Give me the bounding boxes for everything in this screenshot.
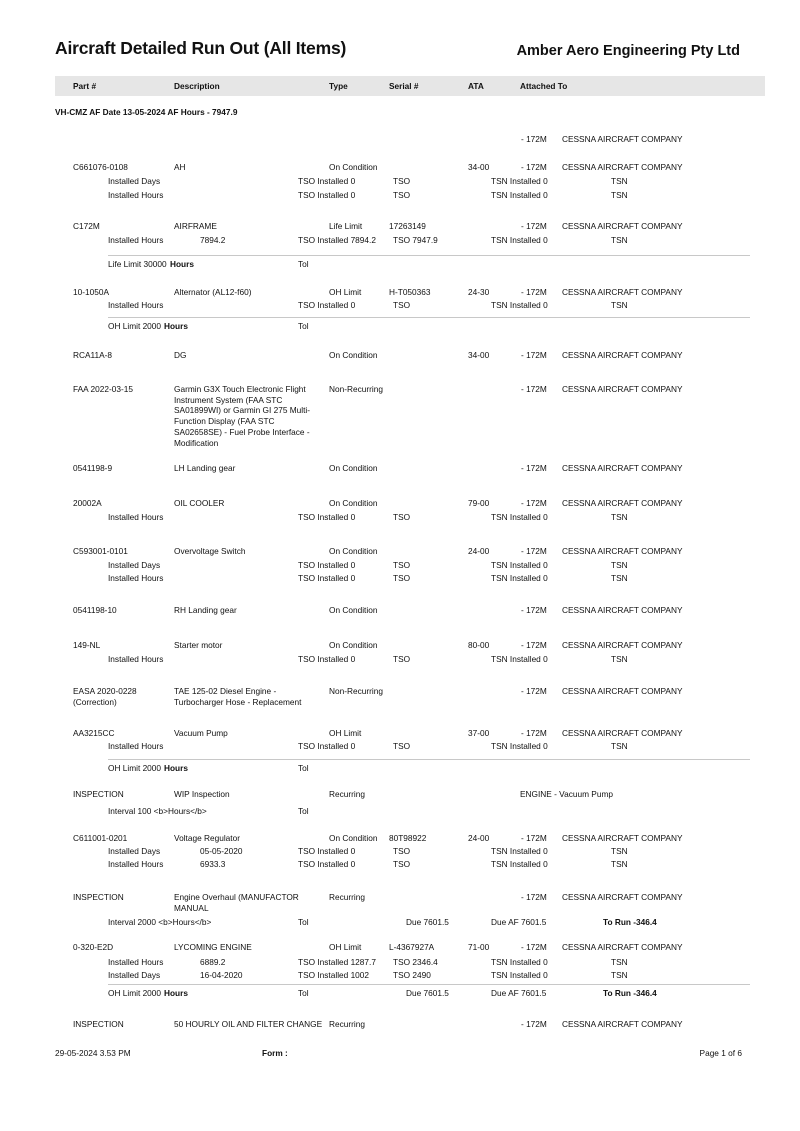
attached-to: CESSNA AIRCRAFT COMPANY [562, 833, 683, 843]
aircraft-model: - 172M [521, 728, 547, 738]
aircraft-model: - 172M [521, 134, 547, 144]
part-number: INSPECTION [73, 1019, 124, 1029]
ata-code: 37-00 [468, 728, 490, 738]
to-run-value: To Run -346.4 [603, 988, 657, 998]
page-number: Page 1 of 6 [699, 1048, 742, 1058]
tsn-installed: TSN Installed 0 [491, 176, 548, 186]
ata-code: 71-00 [468, 942, 490, 952]
limit-divider [108, 984, 750, 985]
aircraft-model: - 172M [521, 833, 547, 843]
tsn-value: TSN [611, 654, 628, 664]
attached-to: CESSNA AIRCRAFT COMPANY [562, 384, 683, 394]
part-number: RCA11A-8 [73, 350, 113, 360]
attached-to: CESSNA AIRCRAFT COMPANY [562, 221, 683, 231]
item-type: Recurring [329, 1019, 365, 1029]
tsn-installed: TSN Installed 0 [491, 560, 548, 570]
limit-divider [108, 759, 750, 760]
form-label: Form : [262, 1048, 288, 1058]
due-value: Due 7601.5 [406, 988, 449, 998]
part-number: C172M [73, 221, 100, 231]
to-run-value: To Run -346.4 [603, 917, 657, 927]
ata-code: 24-00 [468, 833, 490, 843]
item-description: AIRFRAME [174, 221, 217, 231]
tsn-value: TSN [611, 573, 628, 583]
attached-to: CESSNA AIRCRAFT COMPANY [562, 605, 683, 615]
tsn-value: TSN [611, 176, 628, 186]
tolerance-label: Tol [298, 763, 309, 773]
installed-label: Installed Hours [108, 957, 164, 967]
tso-value: TSO [393, 859, 411, 869]
installed-label: Installed Hours [108, 573, 164, 583]
item-description: Garmin G3X Touch Electronic Flight Instrument System (FAA STC SA01899WI) or Garmin GI 275 Multi-Function Display (FAA STC SA02658SE) - Fuel Probe Interface - Modification [174, 384, 311, 448]
part-number: 0-320-E2D [73, 942, 114, 952]
item-description: WIP Inspection [174, 789, 230, 799]
installed-value: 7894.2 [200, 235, 226, 245]
aircraft-model: - 172M [521, 350, 547, 360]
item-description: OIL COOLER [174, 498, 225, 508]
limit-text: OH Limit 2000 [108, 321, 162, 331]
tsn-installed: TSN Installed 0 [491, 970, 548, 980]
part-number: AA3215CC [73, 728, 115, 738]
item-type: On Condition [329, 498, 378, 508]
part-number: C611001-0201 [73, 833, 128, 843]
part-number: INSPECTION [73, 892, 124, 902]
tsn-value: TSN [611, 560, 628, 570]
installed-value: 05-05-2020 [200, 846, 243, 856]
tso-value: TSO 7947.9 [393, 235, 438, 245]
column-header-serial: Serial # [389, 81, 419, 91]
due-af-value: Due AF 7601.5 [491, 917, 547, 927]
tso-installed: TSO Installed 7894.2 [298, 235, 376, 245]
ata-code: 79-00 [468, 498, 490, 508]
aircraft-model: - 172M [521, 287, 547, 297]
tso-installed: TSO Installed 0 [298, 741, 356, 751]
aircraft-summary-line: VH-CMZ AF Date 13-05-2024 AF Hours - 7947.9 [55, 107, 238, 117]
item-type: OH Limit [329, 728, 362, 738]
installed-label: Installed Hours [108, 741, 164, 751]
installed-label: Installed Days [108, 846, 161, 856]
aircraft-model: - 172M [521, 463, 547, 473]
item-type: Recurring [329, 892, 365, 902]
item-type: On Condition [329, 162, 378, 172]
attached-to: CESSNA AIRCRAFT COMPANY [562, 134, 683, 144]
serial-number: 17263149 [389, 221, 426, 231]
tso-value: TSO [393, 654, 411, 664]
tsn-installed: TSN Installed 0 [491, 300, 548, 310]
tso-value: TSO [393, 190, 411, 200]
tso-value: TSO [393, 573, 411, 583]
tsn-value: TSN [611, 846, 628, 856]
tso-value: TSO 2490 [393, 970, 431, 980]
tsn-value: TSN [611, 957, 628, 967]
item-type: OH Limit [329, 287, 362, 297]
aircraft-model: - 172M [521, 640, 547, 650]
item-description: Vacuum Pump [174, 728, 228, 738]
tsn-value: TSN [611, 300, 628, 310]
company-name: Amber Aero Engineering Pty Ltd [516, 43, 740, 59]
ata-code: 24-30 [468, 287, 490, 297]
tsn-value: TSN [611, 970, 628, 980]
tsn-installed: TSN Installed 0 [491, 235, 548, 245]
tsn-installed: TSN Installed 0 [491, 859, 548, 869]
tsn-value: TSN [611, 859, 628, 869]
tso-installed: TSO Installed 0 [298, 654, 356, 664]
attached-to: CESSNA AIRCRAFT COMPANY [562, 728, 683, 738]
item-type: On Condition [329, 350, 378, 360]
tso-value: TSO [393, 300, 411, 310]
tolerance-label: Tol [298, 259, 309, 269]
part-number: EASA 2020-0228 (Correction) [73, 686, 137, 707]
ata-code: 34-00 [468, 162, 490, 172]
aircraft-model: - 172M [521, 686, 547, 696]
item-description: TAE 125-02 Diesel Engine - Turbocharger Hose - Replacement [174, 686, 302, 707]
limit-text: Interval 100 <b>Hours</b> [108, 806, 207, 816]
tso-installed: TSO Installed 0 [298, 560, 356, 570]
serial-number: 80T98922 [389, 833, 427, 843]
part-number: 10-1050A [73, 287, 109, 297]
attached-to: CESSNA AIRCRAFT COMPANY [562, 640, 683, 650]
item-description: 50 HOURLY OIL AND FILTER CHANGE [174, 1019, 323, 1029]
installed-label: Installed Hours [108, 859, 164, 869]
ata-code: 80-00 [468, 640, 490, 650]
serial-number: L-4367927A [389, 942, 435, 952]
item-type: OH Limit [329, 942, 362, 952]
installed-label: Installed Hours [108, 300, 164, 310]
column-header-attached-to: Attached To [520, 81, 568, 91]
tsn-installed: TSN Installed 0 [491, 654, 548, 664]
attached-to: CESSNA AIRCRAFT COMPANY [562, 287, 683, 297]
tso-value: TSO [393, 741, 411, 751]
limit-divider [108, 255, 750, 256]
item-description: Voltage Regulator [174, 833, 240, 843]
aircraft-model: - 172M [521, 605, 547, 615]
tso-value: TSO 2346.4 [393, 957, 438, 967]
printed-timestamp: 29-05-2024 3.53 PM [55, 1048, 131, 1058]
aircraft-model: - 172M [521, 498, 547, 508]
limit-unit: Hours [164, 988, 188, 998]
tsn-installed: TSN Installed 0 [491, 741, 548, 751]
tsn-installed: TSN Installed 0 [491, 512, 548, 522]
due-af-value: Due AF 7601.5 [491, 988, 547, 998]
installed-label: Installed Hours [108, 654, 164, 664]
attached-to: CESSNA AIRCRAFT COMPANY [562, 546, 683, 556]
installed-label: Installed Days [108, 970, 161, 980]
tsn-installed: TSN Installed 0 [491, 190, 548, 200]
tolerance-label: Tol [298, 321, 309, 331]
tolerance-label: Tol [298, 988, 309, 998]
tsn-installed: TSN Installed 0 [491, 573, 548, 583]
item-type: Non-Recurring [329, 686, 383, 696]
item-type: Recurring [329, 789, 365, 799]
installed-label: Installed Days [108, 560, 161, 570]
due-value: Due 7601.5 [406, 917, 449, 927]
ata-code: 34-00 [468, 350, 490, 360]
tso-installed: TSO Installed 0 [298, 190, 356, 200]
aircraft-model: - 172M [521, 384, 547, 394]
serial-number: H-T050363 [389, 287, 431, 297]
tso-installed: TSO Installed 0 [298, 859, 356, 869]
tso-value: TSO [393, 846, 411, 856]
tso-value: TSO [393, 560, 411, 570]
part-number: 0541198-10 [73, 605, 117, 615]
item-description: AH [174, 162, 186, 172]
item-type: On Condition [329, 463, 378, 473]
tolerance-label: Tol [298, 917, 309, 927]
column-header-part: Part # [73, 81, 97, 91]
part-number: 149-NL [73, 640, 101, 650]
tsn-value: TSN [611, 190, 628, 200]
tso-installed: TSO Installed 0 [298, 176, 356, 186]
attached-to: CESSNA AIRCRAFT COMPANY [562, 350, 683, 360]
attached-to: CESSNA AIRCRAFT COMPANY [562, 498, 683, 508]
ata-code: 24-00 [468, 546, 490, 556]
item-description: LYCOMING ENGINE [174, 942, 252, 952]
limit-text: OH Limit 2000 [108, 988, 162, 998]
limit-unit: Hours [170, 259, 194, 269]
limit-unit: Hours [164, 321, 188, 331]
aircraft-model: - 172M [521, 221, 547, 231]
item-type: Non-Recurring [329, 384, 383, 394]
item-description: RH Landing gear [174, 605, 237, 615]
limit-text: Life Limit 30000 [108, 259, 167, 269]
item-description: Engine Overhaul (MANUFACTOR MANUAL [174, 892, 299, 913]
installed-label: Installed Days [108, 176, 161, 186]
aircraft-model: - 172M [521, 942, 547, 952]
tolerance-label: Tol [298, 806, 309, 816]
attached-to: CESSNA AIRCRAFT COMPANY [562, 892, 683, 902]
tso-installed: TSO Installed 0 [298, 573, 356, 583]
aircraft-model: - 172M [521, 1019, 547, 1029]
column-header-type: Type [329, 81, 348, 91]
tsn-installed: TSN Installed 0 [491, 957, 548, 967]
aircraft-model: - 172M [521, 546, 547, 556]
tsn-installed: TSN Installed 0 [491, 846, 548, 856]
item-type: On Condition [329, 833, 378, 843]
report-title: Aircraft Detailed Run Out (All Items) [55, 38, 347, 58]
tso-installed: TSO Installed 0 [298, 512, 356, 522]
installed-label: Installed Hours [108, 190, 164, 200]
aircraft-model: - 172M [521, 162, 547, 172]
limit-text: Interval 2000 <b>Hours</b> [108, 917, 212, 927]
tso-installed: TSO Installed 0 [298, 300, 356, 310]
item-type: On Condition [329, 605, 378, 615]
tso-value: TSO [393, 176, 411, 186]
limit-text: OH Limit 2000 [108, 763, 162, 773]
part-number: 20002A [73, 498, 102, 508]
item-type: On Condition [329, 546, 378, 556]
attached-to: CESSNA AIRCRAFT COMPANY [562, 686, 683, 696]
part-number: C593001-0101 [73, 546, 128, 556]
installed-value: 6889.2 [200, 957, 226, 967]
aircraft-model: - 172M [521, 892, 547, 902]
attached-to: CESSNA AIRCRAFT COMPANY [562, 942, 683, 952]
part-number: FAA 2022-03-15 [73, 384, 133, 394]
item-description: Overvoltage Switch [174, 546, 246, 556]
tso-installed: TSO Installed 1002 [298, 970, 370, 980]
item-description: DG [174, 350, 187, 360]
tsn-value: TSN [611, 741, 628, 751]
part-number: 0541198-9 [73, 463, 113, 473]
column-header-description: Description [174, 81, 220, 91]
tsn-value: TSN [611, 235, 628, 245]
item-type: Life Limit [329, 221, 363, 231]
attached-to: ENGINE - Vacuum Pump [520, 789, 613, 799]
item-description: Starter motor [174, 640, 223, 650]
installed-label: Installed Hours [108, 235, 164, 245]
limit-unit: Hours [164, 763, 188, 773]
tso-value: TSO [393, 512, 411, 522]
tso-installed: TSO Installed 0 [298, 846, 356, 856]
installed-label: Installed Hours [108, 512, 164, 522]
attached-to: CESSNA AIRCRAFT COMPANY [562, 463, 683, 473]
attached-to: CESSNA AIRCRAFT COMPANY [562, 1019, 683, 1029]
tso-installed: TSO Installed 1287.7 [298, 957, 376, 967]
tsn-value: TSN [611, 512, 628, 522]
item-type: On Condition [329, 640, 378, 650]
column-header-ata: ATA [468, 81, 484, 91]
item-description: LH Landing gear [174, 463, 236, 473]
attached-to: CESSNA AIRCRAFT COMPANY [562, 162, 683, 172]
installed-value: 6933.3 [200, 859, 226, 869]
item-description: Alternator (AL12-f60) [174, 287, 252, 297]
installed-value: 16-04-2020 [200, 970, 243, 980]
limit-divider [108, 317, 750, 318]
part-number: INSPECTION [73, 789, 124, 799]
part-number: C661076-0108 [73, 162, 128, 172]
